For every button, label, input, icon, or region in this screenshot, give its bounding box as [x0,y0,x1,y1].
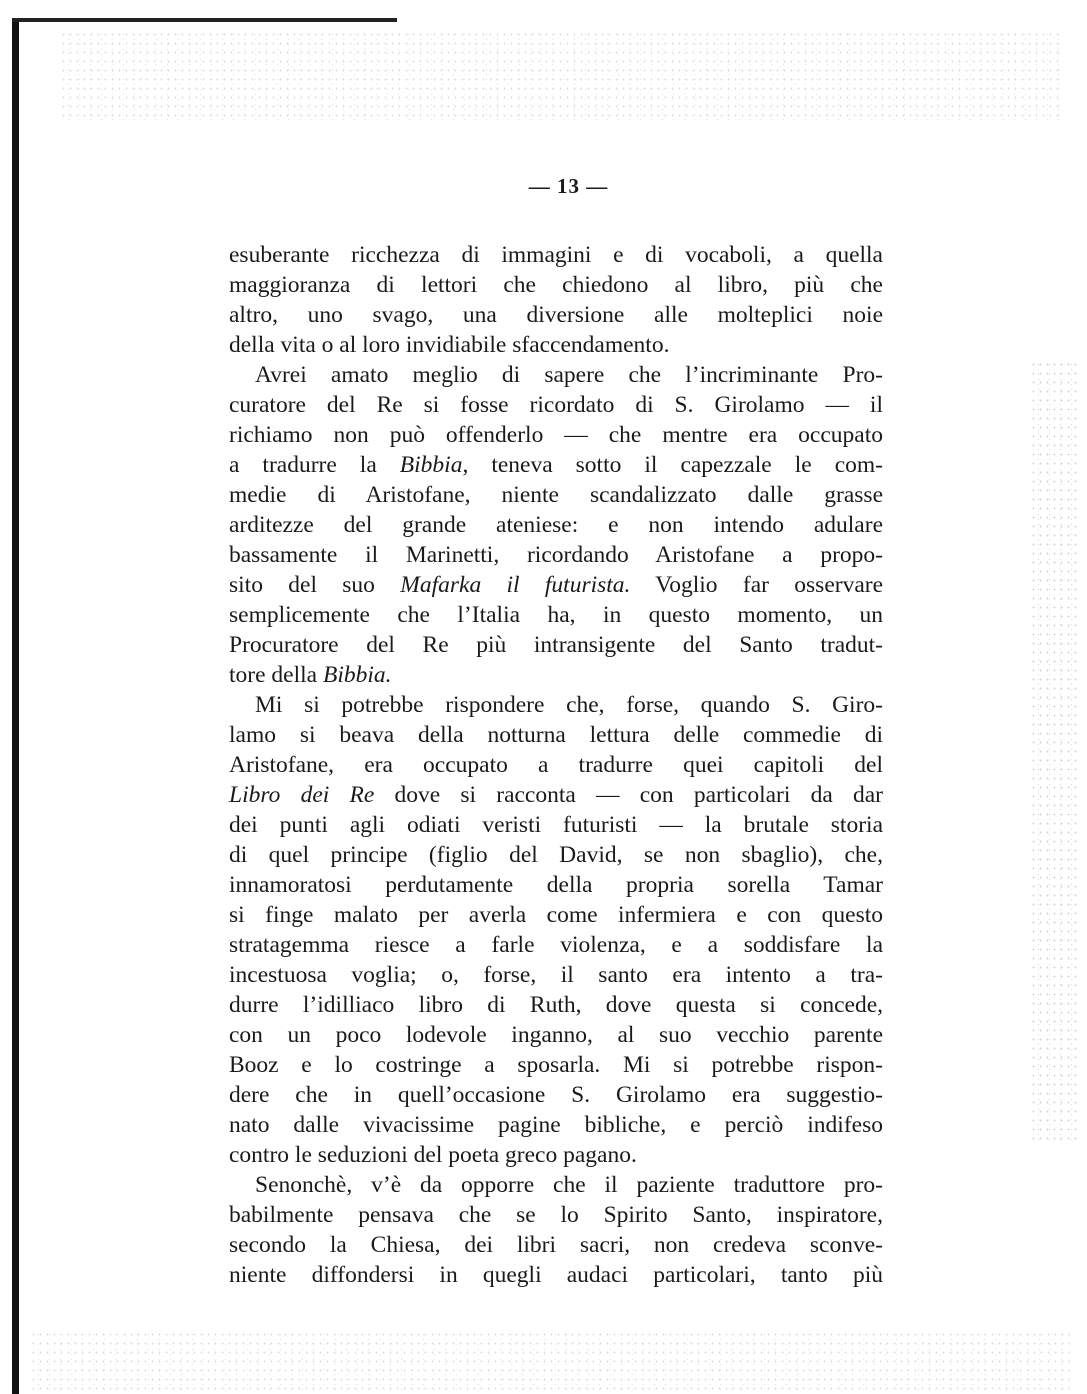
paragraph [229,240,883,360]
text-line: altro, uno svago, una diversione alle molteplici noie [229,302,883,328]
paragraph [229,1170,883,1290]
text-line: babilmente pensava che se lo Spirito Santo, inspiratore, [229,1202,883,1228]
text-line: Senonchè, v’è da opporre che il paziente traduttore pro- [255,1172,883,1198]
page-top-edge [12,18,397,22]
text-line: richiamo non può offenderlo — che mentre era occupato [229,422,883,448]
text-line: lamo si beava della notturna lettura delle commedie di [229,722,883,748]
text-line: di quel principe (figlio del David, se non sbaglio), che, [229,842,883,868]
page-number: — 13 — [528,174,609,198]
scan-noise-right [1030,360,1080,1140]
text-line: arditezze del grande ateniese: e non intendo adulare [229,512,883,538]
text-line: Libro dei Re dove si racconta — con particolari da dar [229,782,884,808]
text-line: nato dalle vivacissime pagine bibliche, e perciò indifeso [229,1112,883,1138]
paragraph [229,360,883,690]
text-line: niente diffondersi in quegli audaci particolari, tanto più [229,1262,883,1288]
text-line: medie di Aristofane, niente scandalizzato dalle grasse [229,482,883,508]
page-binding-edge [12,22,19,1394]
scan-noise-top [60,30,1060,120]
text-line: maggioranza di lettori che chiedono al libro, più che [229,272,883,298]
text-line: bassamente il Marinetti, ricordando Aristofane a propo- [229,542,883,568]
text-line: curatore del Re si fosse ricordato di S. Girolamo — il [229,392,883,418]
scan-noise-bottom [30,1330,1070,1390]
text-line: esuberante ricchezza di immagini e di vocaboli, a quella [229,242,883,268]
text-line: della vita o al loro invidiabile sfaccendamento. [229,332,670,358]
text-line: durre l’idilliaco libro di Ruth, dove questa si concede, [229,992,883,1018]
text-line: dere che in quell’occasione S. Girolamo era suggestio- [229,1082,883,1108]
text-line: sito del suo Mafarka il futurista. Voglio far osservare [229,572,884,598]
text-line: Procuratore del Re più intransigente del Santo tradut- [229,632,883,658]
text-line: incestuosa voglia; o, forse, il santo era intento a tra- [229,962,883,988]
text-line: Aristofane, era occupato a tradurre quei capitoli del [229,752,883,778]
text-line: con un poco lodevole inganno, al suo vecchio parente [229,1022,883,1048]
text-line: Booz e lo costringe a sposarla. Mi si potrebbe rispon- [229,1052,883,1078]
text-line: semplicemente che l’Italia ha, in questo momento, un [229,602,883,628]
body-text [229,240,883,1290]
text-line: Avrei amato meglio di sapere che l’incriminante Pro- [255,362,883,388]
text-line: secondo la Chiesa, dei libri sacri, non credeva sconve- [229,1232,883,1258]
text-line: innamoratosi perdutamente della propria sorella Tamar [229,872,883,898]
paragraph [229,690,883,1170]
text-line: si finge malato per averla come infermiera e con questo [229,902,883,928]
text-line: contro le seduzioni del poeta greco pagano. [229,1142,637,1168]
text-line: a tradurre la Bibbia, teneva sotto il capezzale le com- [229,452,883,478]
text-line: stratagemma riesce a farle violenza, e a soddisfare la [229,932,883,958]
text-line: Mi si potrebbe rispondere che, forse, quando S. Giro- [255,692,883,718]
text-line: dei punti agli odiati veristi futuristi — la brutale storia [229,812,883,838]
text-line: tore della Bibbia. [229,662,392,688]
